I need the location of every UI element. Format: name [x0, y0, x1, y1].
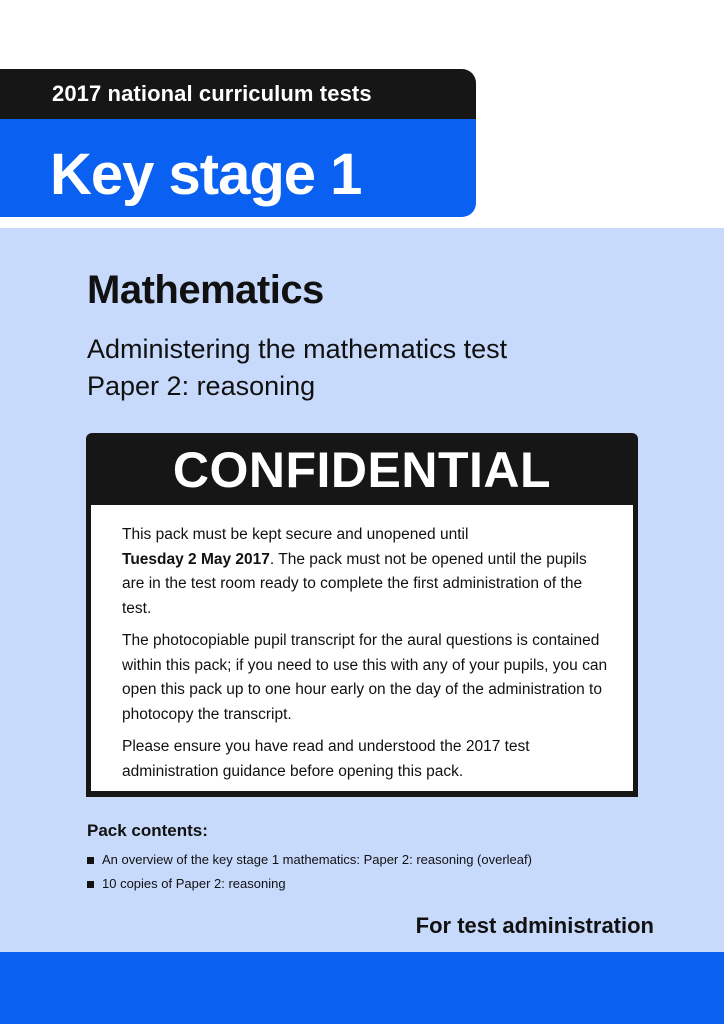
notice-paragraph-1: [122, 523, 612, 621]
notice-p1-pre: This pack must be kept secure and unopened until: [122, 526, 469, 543]
stage-title: Key stage 1: [50, 142, 362, 207]
square-bullet-icon: [87, 881, 94, 888]
notice-paragraph-3: Please ensure you have read and understood the 2017 test administration guidance before opening this pack.: [122, 738, 530, 780]
series-title: 2017 national curriculum tests: [52, 81, 372, 106]
notice-paragraph-2: The photocopiable pupil transcript for the aural questions is contained within this pack; if you need to use this with any of your pupils, you can open this pack up to one hour early on the day of the administration to photocopy the transcript.: [122, 632, 608, 723]
pack-contents-list: [87, 850, 532, 898]
list-item: [87, 850, 532, 874]
confidential-box: [86, 433, 638, 797]
subtitle-line-2: Paper 2: reasoning: [87, 371, 316, 401]
stage-banner: [0, 119, 476, 217]
list-item: [87, 874, 532, 898]
list-item-text: An overview of the key stage 1 mathematics: Paper 2: reasoning (overleaf): [102, 852, 532, 867]
square-bullet-icon: [87, 857, 94, 864]
confidential-notice: [91, 505, 633, 791]
subtitle-line-1: Administering the mathematics test: [87, 334, 508, 364]
notice-date: Tuesday 2 May 2017: [122, 550, 270, 568]
pack-contents-heading: Pack contents:: [87, 821, 208, 840]
subject-title: Mathematics: [87, 268, 324, 312]
confidential-title: CONFIDENTIAL: [172, 442, 552, 498]
notice-p1-post: . The pack must not be opened until the pupils are in the test room ready to complete the first administration of the test.: [122, 550, 587, 617]
footer-label: For test administration: [415, 913, 654, 938]
series-banner: [0, 69, 476, 119]
footer-bar: [0, 952, 724, 1024]
list-item-text: 10 copies of Paper 2: reasoning: [102, 876, 286, 891]
